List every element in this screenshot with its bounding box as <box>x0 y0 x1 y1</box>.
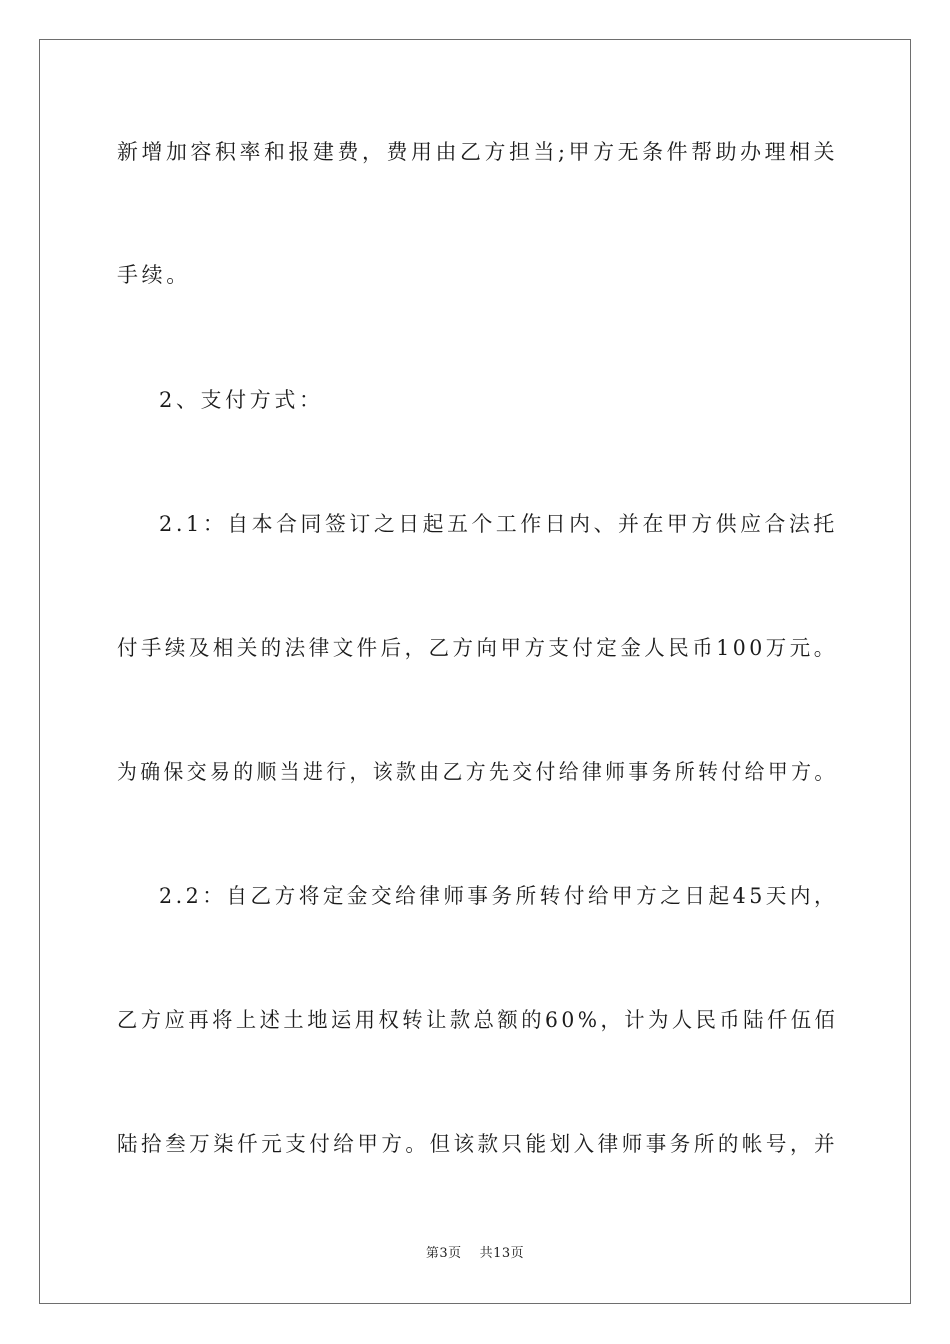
clause-2-2-line-2: 乙方应再将上述土地运用权转让款总额的60%，计为人民币陆仟伍佰 <box>117 1008 839 1032</box>
page-footer <box>0 1245 950 1263</box>
clause-2-1-line-3: 为确保交易的顺当进行，该款由乙方先交付给律师事务所转付给甲方。 <box>117 760 838 784</box>
body-line-1: 新增加容积率和报建费，费用由乙方担当;甲方无条件帮助办理相关 <box>117 140 839 164</box>
clause-2-2-line-1: 2.2：自乙方将定金交给律师事务所转付给甲方之日起45天内， <box>159 884 839 908</box>
clause-2-2-line-3: 陆拾叁万柒仟元支付给甲方。但该款只能划入律师事务所的帐号，并 <box>117 1132 839 1156</box>
clause-2-1-line-2: 付手续及相关的法律文件后，乙方向甲方支付定金人民币100万元。 <box>117 636 838 660</box>
page-border <box>39 39 911 1304</box>
section-heading-payment: 2、支付方式： <box>159 388 324 412</box>
clause-2-1-line-1: 2.1：自本合同签订之日起五个工作日内、并在甲方供应合法托 <box>159 512 838 536</box>
body-line-2: 手续。 <box>117 263 191 287</box>
page-number-current: 第3页 <box>425 1246 462 1261</box>
page-number-total: 共13页 <box>479 1246 525 1261</box>
